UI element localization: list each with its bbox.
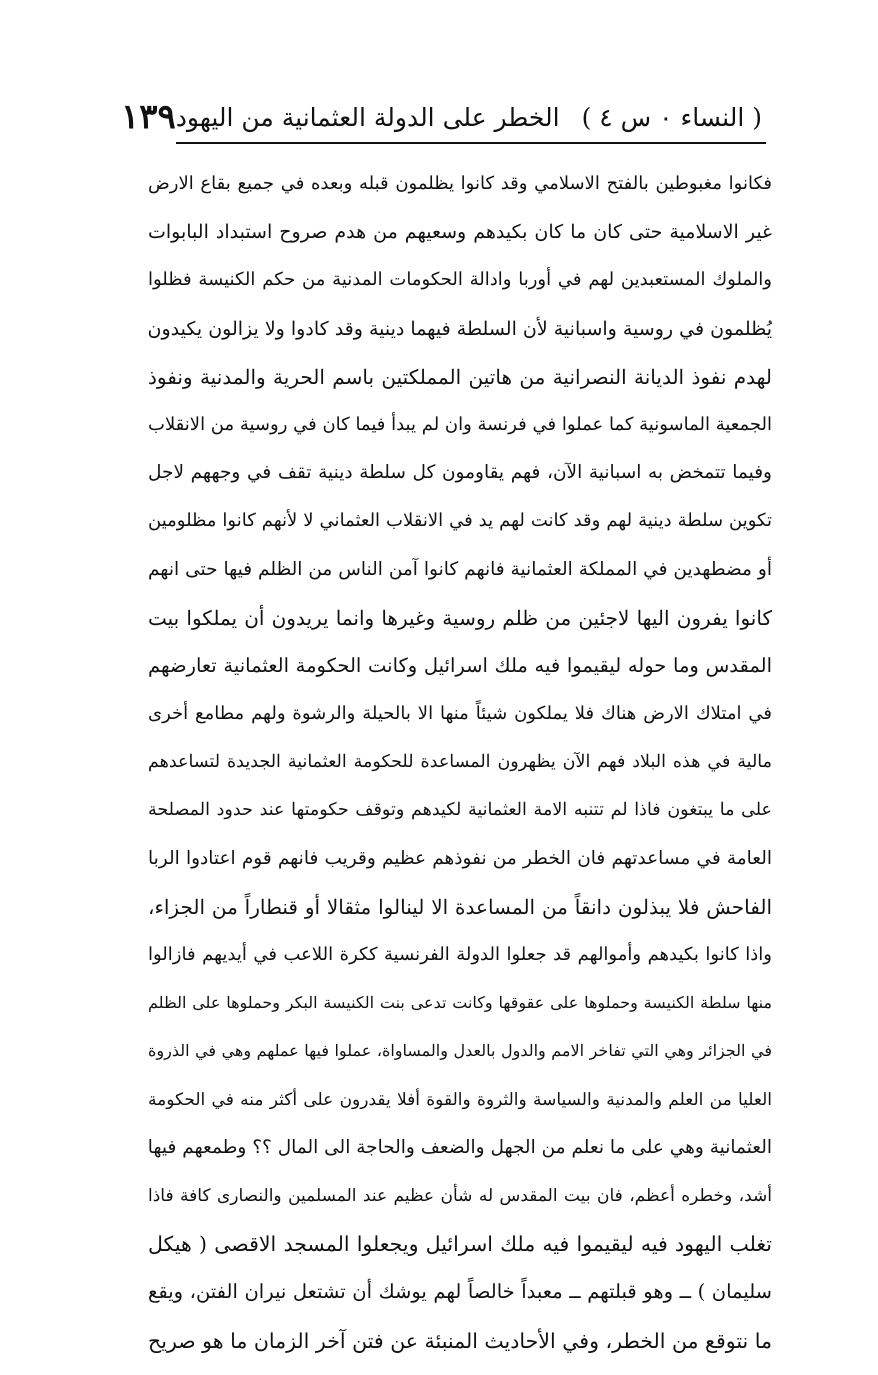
text-line: أشد، وخطره أعظم، فان بيت المقدس له شأن عظيم عند المسلمين والنصارى كافة فاذا (148, 1185, 772, 1206)
text-line: الجمعية الماسونية كما عملوا في فرنسة وان لم يبدأ فيما كان في روسية من الانقلاب (148, 413, 772, 435)
text-line: في الجزائر وهي التي تفاخر الامم والدول بالعدل والمساواة، عملوا فيها عملهم وهي في الذروة (148, 1041, 772, 1061)
text-line: فكانوا مغبوطين بالفتح الاسلامي وقد كانوا يظلمون قبله وبعده في جميع بقاع الارض (148, 173, 772, 194)
body-text (148, 160, 772, 1365)
text-line: العامة في مساعدتهم فان الخطر من نفوذهم عظيم وقريب فانهم قوم اعتادوا الربا (148, 847, 772, 869)
text-line: الفاحش فلا يبذلون دانقاً من المساعدة الا لينالوا مثقالا أو قنطاراً من الجزاء، (148, 894, 772, 919)
text-line: ما نتوقع من الخطر، وفي الأحاديث المنبئة عن فتن آخر الزمان ما هو صريح (148, 1328, 772, 1353)
text-line: وفيما تتمخض به اسبانية الآن، فهم يقاومون كل سلطة دينية تقف في وجههم لاجل (148, 462, 772, 484)
text-line: لهدم نفوذ الديانة النصرانية من هاتين المملكتين باسم الحرية والمدنية ونفوذ (148, 364, 772, 389)
text-line: تغلب اليهود فيه ليقيموا فيه ملك اسرائيل ويجعلوا المسجد الاقصى ( هيكل (148, 1232, 772, 1257)
text-line: واذا كانوا بكيدهم وأموالهم قد جعلوا الدولة الفرنسية ككرة اللاعب في أيديهم فازالوا (148, 944, 772, 965)
text-line: غير الاسلامية حتى كان ما كان بكيدهم وسعيهم من هدم صروح استبداد البابوات (148, 221, 772, 244)
running-head: الخطر على الدولة العثمانية من اليهود (175, 102, 560, 132)
section-reference: ( النساء ٠ س ٤ ) (581, 102, 762, 132)
header-text-group (176, 103, 762, 132)
text-line: أو مضطهدين في المملكة العثمانية فانهم كانوا آمن الناس من الظلم فيها حتى انهم (148, 558, 772, 580)
text-line: كانوا يفرون اليها لاجئين من ظلم روسية وغيرها وانما يريدون أن يملكوا بيت (148, 605, 772, 630)
text-line: منها سلطة الكنيسة وحملوها على عقوقها وكانت تدعى بنت الكنيسة البكر وحملوها على الظلم (148, 993, 772, 1013)
text-line: العثمانية وهي على ما نعلم من الجهل والضعف والحاجة الى المال ؟؟ وطمعهم فيها (148, 1136, 772, 1158)
text-line: والملوك المستعبدين لهم في أوربا وادالة الحكومات المدنية من حكم الكنيسة فظلوا (148, 269, 772, 291)
text-line: المقدس وما حوله ليقيموا فيه ملك اسرائيل وكانت الحكومة العثمانية تعارضهم (148, 653, 772, 677)
text-line: تكوين سلطة دينية لهم وقد كانت لهم يد في الانقلاب العثماني لا لأنهم كانوا مظلومين (148, 510, 772, 532)
text-line: في امتلاك الارض هناك فلا يملكون شيئاً منها الا بالحيلة والرشوة ولهم مطامع أخرى (148, 703, 772, 725)
text-line: مالية في هذه البلاد فهم الآن يظهرون المساعدة للحكومة العثمانية الجديدة لتساعدهم (148, 752, 772, 773)
text-line: العليا من العلم والمدنية والسياسة والثروة والقوة أفلا يقدرون على أكثر منه في الحكومة (148, 1089, 772, 1110)
text-line: يُظلمون في روسية واسبانية لأن السلطة فيهما دينية وقد كادوا ولا يزالون يكيدون (148, 317, 772, 340)
text-line: على ما يبتغون فاذا لم تتنبه الامة العثمانية لكيدهم وتوقف حكومتها عند حدود المصلحة (148, 800, 772, 821)
page-header (120, 96, 766, 144)
text-line: سليمان ) ــ وهو قبلتهم ــ معبداً خالصاً لهم يوشك أن تشتعل نيران الفتن، ويقع (148, 1280, 772, 1304)
page-number: ١٣٩ (120, 97, 176, 137)
